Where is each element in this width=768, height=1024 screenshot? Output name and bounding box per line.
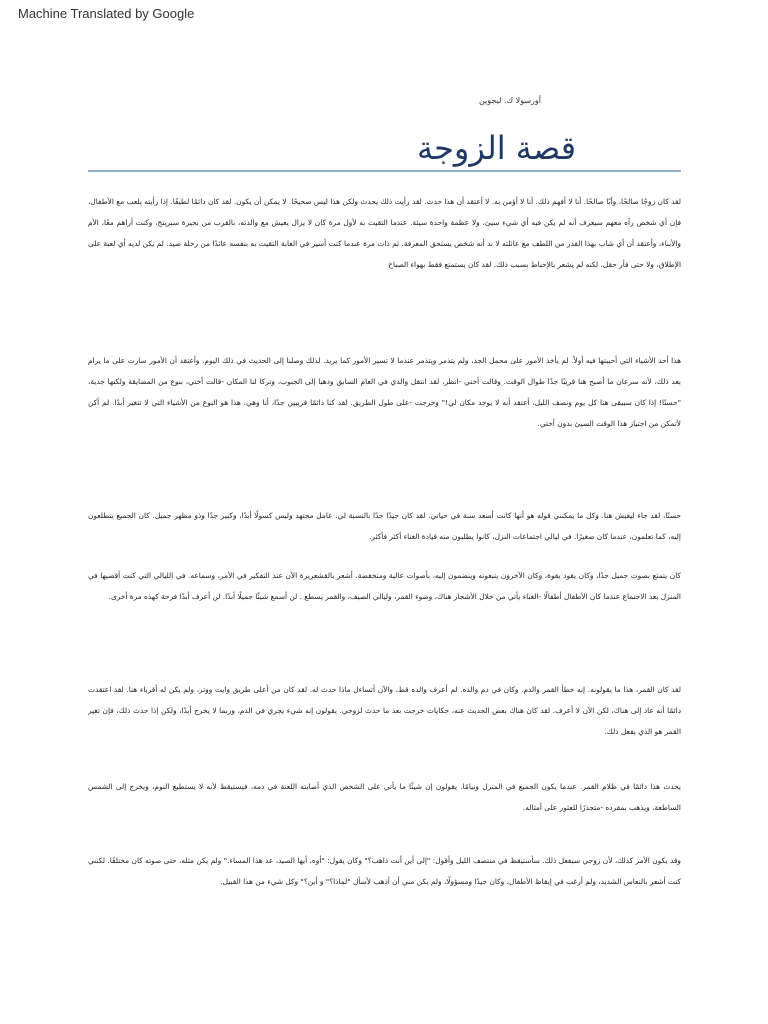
paragraph-1: لقد كان زوجًا صالحًا، وأبًا صالحًا. أنا لا أفهم ذلك. أنا لا أؤمن به. لا أعتقد أن هذا حدث. لقد رأيت ذلك يحدث ولكن هذا ليس صحيحًا. لا يمكن أن يكون. لقد كان دائمًا لطيفًا. إذا رأيته يلعب مع الأطفال، فإن أي شخص رآه معهم سيعرف أنه لم يكن فيه أي شيء سيئ، ولا عظمة واحدة سيئة. عندما التقيت به لأول مرة كان لا يزال يعيش مع والدته، بالقرب من بحيرة سبرينج، وكنت أراهم معًا، الأم والأبناء، وأعتقد أن أي شاب بهذا القدر من اللطف مع عائلته لا بد أنه شخص يستحق المعرفة. ثم ذات مرة عندما كنت أسير في الغابة التقيت به بنفسه عائدًا من رحلة صيد. لم يكن لديه أي لعبة على الإطلاق، ولا حتى فأر حقل، لكنه لم يشعر بالإحباط بسبب ذلك. لقد كان يستمتع فقط بهواء الصباح bbox=[88, 197, 681, 269]
machine-translation-banner: Machine Translated by Google bbox=[18, 6, 195, 21]
paragraph-3: حسنًا، لقد جاء ليعيش هنا. وكل ما يمكنني قوله هو أنها كانت أسعد سنة في حياتي. لقد كان جيدًا جدًا بالنسبة لي. عامل مجتهد وليس كسولًا أبدًا، وكبير جدًا وذو مظهر جميل. كان الجميع يتطلعون إليه، كما تعلمون، عندما كان صغيرًا. في ليالي اجتماعات النزل، كانوا يطلبون منه قيادة الغناء أكثر فأكثر. bbox=[88, 511, 681, 541]
paragraph-2: هذا أحد الأشياء التي أحببتها فيه أولاً. لم يأخذ الأمور على محمل الجد، ولم يتذمر ويتذمر عندما لا تسير الأمور كما يريد. لذلك وصلنا إلى الحديث في ذلك اليوم. وأعتقد أن الأمور سارت على ما يرام بعد ذلك، لأنه سرعان ما أصبح هنا قريبًا جدًا طوال الوقت. وقالت أختي -انظر، لقد انتقل والدي في العام السابق وذهبا إلى الجنوب، وتركا لنا المكان -قالت أختي، بنوع من المضايقة ولكنها جدية، "حسنًا! إذا كان سيبقى هنا كل يوم ونصف الليل، أعتقد أنه لا يوجد مكان لي!" وخرجت -على طول الطريق. لقد كنا دائمًا قريبين جدًا، أنا وهي. هذا هو النوع من الأشياء التي لا تتغير أبدًا. لم أكن لأتمكن من اجتياز هذا الوقت السيئ بدون أختي. bbox=[88, 356, 681, 428]
paragraph-7: وقد يكون الأمر كذلك، لأن زوجي سيفعل ذلك. سأستيقظ في منتصف الليل وأقول: "إلى أين أنت ذاهب؟" وكان يقول: "أوه، أيها الصيد، عد هذا المساء." ولم يكن مثله، حتى صوته كان مختلفًا. لكنني كنت أشعر بالنعاس الشديد، ولم أرغب في إيقاظ الأطفال، وكان جيدًا ومسؤولًا، ولم يكن مني أن أذهب لأسأل "لماذا؟" و أين؟" وكل شيء من هذا القبيل. bbox=[88, 856, 681, 886]
paragraph-5: لقد كان القمر، هذا ما يقولونه. إنه خطأ القمر والدم. وكان في دم والده. لم أعرف والده قط، والآن أتساءل ماذا حدث له. لقد كان من أعلى طريق وايت ووتر، ولم يكن له أقرباء هنا. لقد اعتقدت دائمًا أنه عاد إلى هناك، لكن الآن لا أعرف. لقد كان هناك بعض الحديث عنه، حكايات خرجت بعد ما حدث لزوجي. يقولون إنه شيء يجري في الدم، وربما لا يخرج أبدًا، ولكن إذا حدث ذلك، فإن تغير القمر هو الذي يفعل ذلك. bbox=[88, 685, 681, 736]
document-title: قصة الزوجة bbox=[416, 129, 576, 167]
document-author: أورسولا ك. ليجوين bbox=[478, 96, 541, 105]
paragraph-4: كان يتمتع بصوت جميل جدًا، وكان يقود بقوة، وكان الآخرون يتبعونه وينضمون إليه، بأصوات عالية ومنخفضة. أشعر بالقشعريرة الآن عند التفكير في الأمر، وسماعه. في الليالي التي كنت أقضيها في المنزل بعد الاجتماع عندما كان الأطفال أطفالًا -الغناء يأتي من خلال الأشجار هناك، وضوء القمر، وليالي الصيف، والقمر يسطع . لن أسمع شيئًا جميلًا أبدًا. لن أعرف أبدًا فرحة كهذه مرة أخرى. bbox=[88, 571, 681, 601]
paragraph-6: يحدث هذا دائمًا في ظلام القمر. عندما يكون الجميع في المنزل ونيامًا. يقولون إن شيئًا ما يأتي على الشخص الذي أصابته اللعنة في دمه، فيستيقظ لأنه لا يستطيع النوم، ويخرج إلى الشمس الساطعة، ويذهب بمفرده -متجذرًا للعثور على أمثاله. bbox=[88, 782, 681, 812]
title-divider bbox=[88, 170, 681, 172]
